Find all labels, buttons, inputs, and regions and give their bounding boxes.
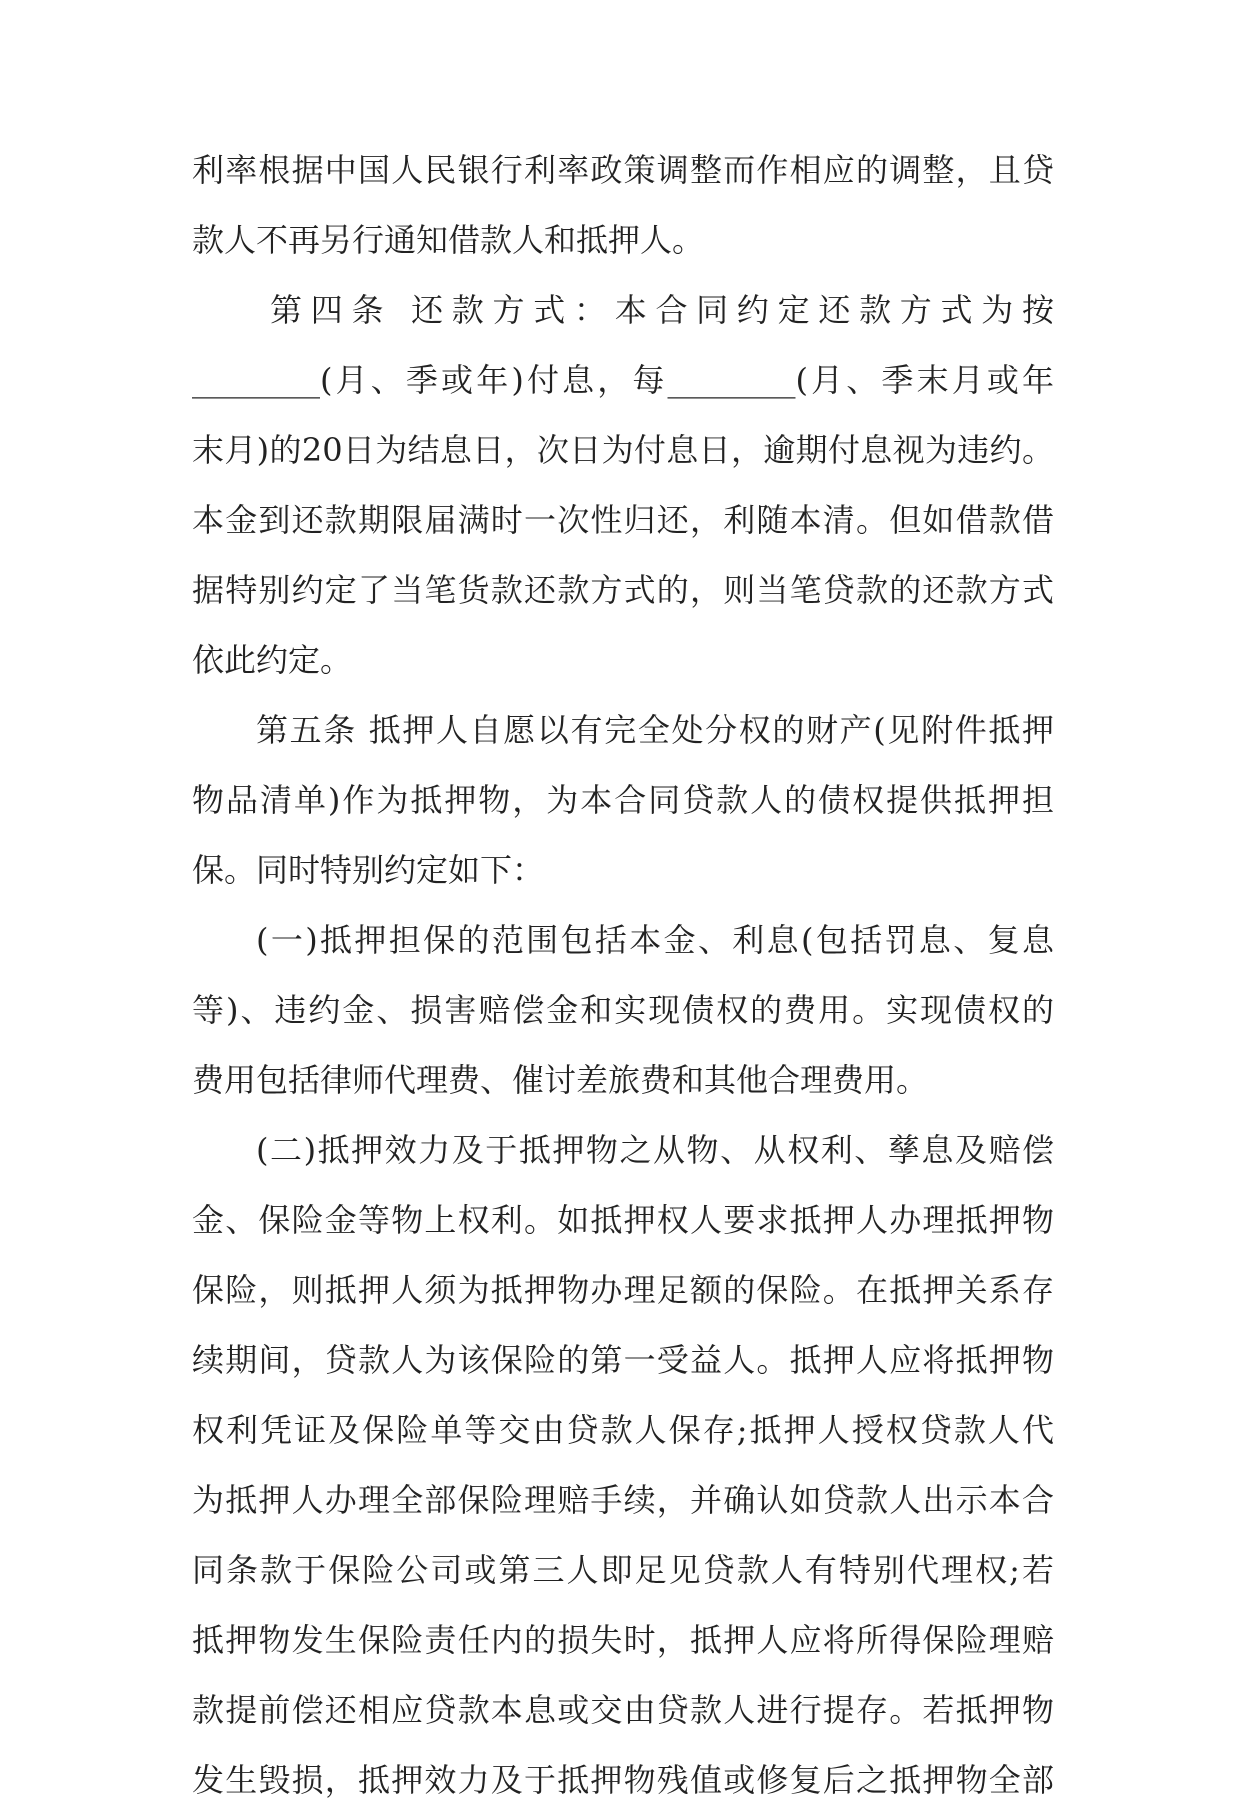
text-line: (一)抵押担保的范围包括本金、利息(包括罚息、复息: [256, 921, 1054, 959]
text-line: 款人不再另行通知借款人和抵押人。: [192, 221, 705, 259]
text-line: 发生毁损，抵押效力及于抵押物残值或修复后之抵押物全部: [192, 1761, 1054, 1799]
text-line: 续期间，贷款人为该保险的第一受益人。抵押人应将抵押物: [192, 1341, 1054, 1379]
text-line: 保。同时特别约定如下：: [192, 851, 545, 889]
text-line: 据特别约定了当笔货款还款方式的，则当笔贷款的还款方式: [192, 571, 1054, 609]
text-line: 保险，则抵押人须为抵押物办理足额的保险。在抵押关系存: [192, 1271, 1054, 1309]
text-line: 利率根据中国人民银行利率政策调整而作相应的调整，且贷: [192, 151, 1054, 189]
text-line: 等)、违约金、损害赔偿金和实现债权的费用。实现债权的: [192, 991, 1054, 1029]
text-line: 抵押物发生保险责任内的损失时，抵押人应将所得保险理赔: [192, 1621, 1054, 1659]
text-line: 同条款于保险公司或第三人即足见贷款人有特别代理权;若: [192, 1551, 1054, 1589]
text-line: 第四条 还款方式：本合同约定还款方式为按: [270, 291, 1054, 329]
text-line: 本金到还款期限届满时一次性归还，利随本清。但如借款借: [192, 501, 1054, 539]
text-line: 第五条 抵押人自愿以有完全处分权的财产(见附件抵押: [256, 711, 1054, 749]
text-line: 金、保险金等物上权利。如抵押权人要求抵押人办理抵押物: [192, 1201, 1054, 1239]
text-line: (二)抵押效力及于抵押物之从物、从权利、孳息及赔偿: [256, 1131, 1054, 1169]
text-line: 为抵押人办理全部保险理赔手续，并确认如贷款人出示本合: [192, 1481, 1054, 1519]
text-line: 依此约定。: [192, 641, 353, 679]
text-line: 款提前偿还相应贷款本息或交由贷款人进行提存。若抵押物: [192, 1691, 1054, 1729]
text-line: 物品清单)作为抵押物，为本合同贷款人的债权提供抵押担: [192, 781, 1054, 819]
text-line: 权利凭证及保险单等交由贷款人保存;抵押人授权贷款人代: [192, 1411, 1054, 1449]
text-line: 费用包括律师代理费、催讨差旅费和其他合理费用。: [192, 1061, 929, 1099]
text-line: 末月)的20日为结息日，次日为付息日，逾期付息视为违约。: [192, 431, 1054, 469]
text-line: ________(月、季或年)付息，每________(月、季末月或年: [192, 361, 1054, 399]
